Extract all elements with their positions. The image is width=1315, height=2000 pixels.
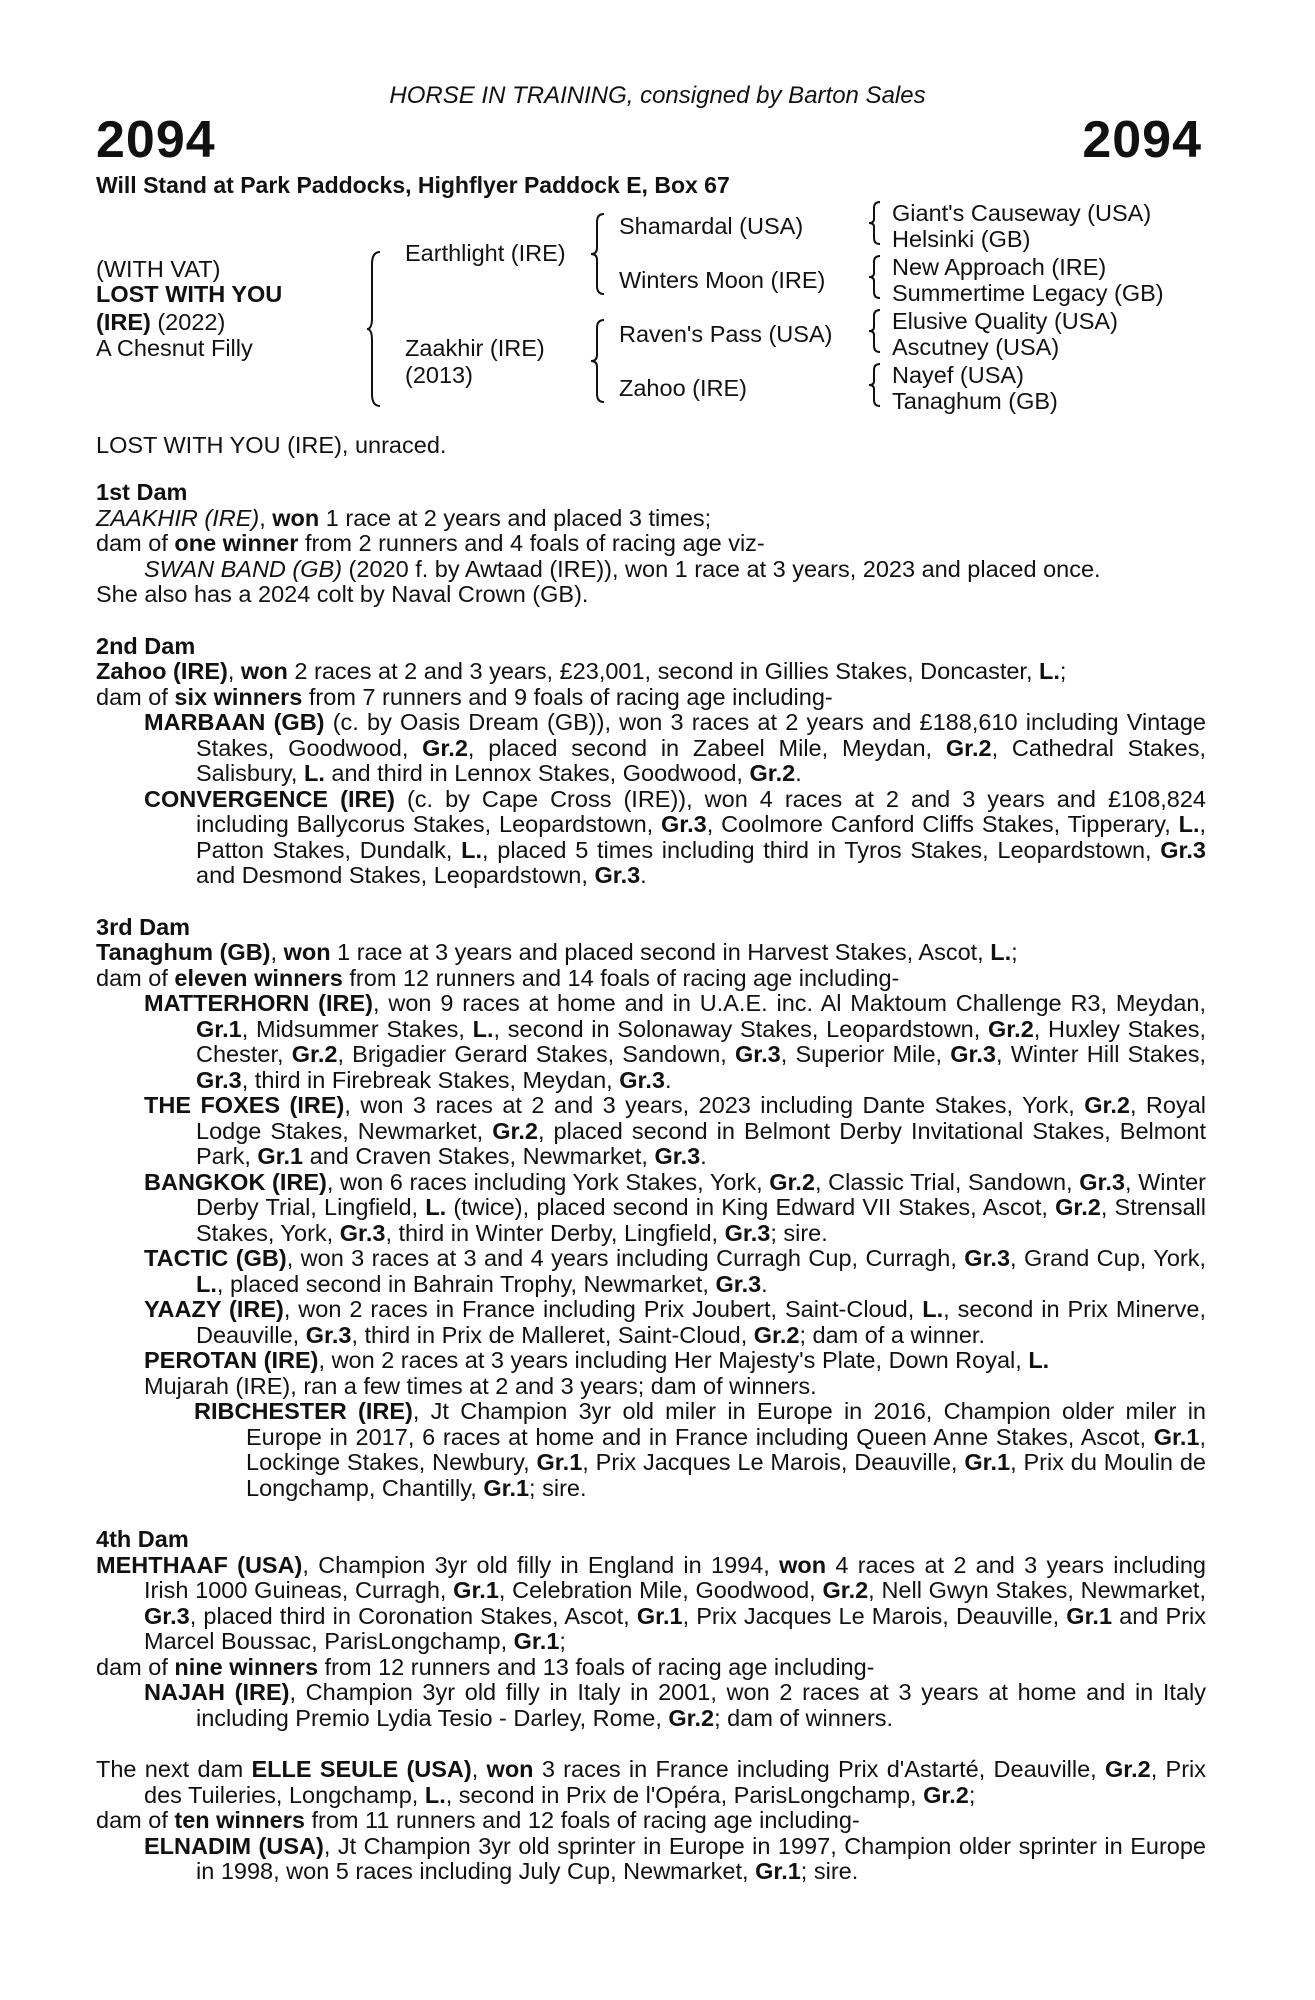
third-dam-foal-matterhorn: MATTERHORN (IRE), won 9 races at home and in U.A.E. inc. Al Maktoum Challenge R3, Meydan, Gr.1, Midsummer Stakes, L., second in Solonaway Stakes, Leopardstown, Gr.2, Huxley Stakes, Chester, Gr.2, Brigadier Gerard Stakes, Sandown, Gr.3, Superior Mile, Gr.3, Winter Hill Stakes, Gr.3, third in Firebreak Stakes, Meydan, Gr.3. <box>144 990 1206 1093</box>
fourth-dam-foal-najah: NAJAH (IRE), Champion 3yr old filly in Italy in 2001, won 2 races at 3 years at home and in Italy including Premio Lydia Tesio - Darley, Rome, Gr.2; dam of winners. <box>144 1679 1206 1731</box>
pedigree-sds: New Approach (IRE) <box>892 254 1107 280</box>
pedigree-sss: Giant's Causeway (USA) <box>892 200 1152 226</box>
pedigree-dam-sire: Raven's Pass (USA) <box>619 321 833 347</box>
first-dam-foal: SWAN BAND (GB) (2020 f. by Awtaad (IRE)), won 1 race at 3 years, 2023 and placed once. <box>144 555 1101 582</box>
first-dam-produce: dam of one winner from 2 runners and 4 foals of racing age viz- <box>96 530 765 556</box>
dam-lines <box>96 480 1206 1885</box>
third-dam-foal-mujarah: Mujarah (IRE), ran a few times at 2 and 3 years; dam of winners. <box>144 1372 817 1399</box>
lot-number-left: 2094 <box>96 111 216 169</box>
next-dam-section <box>96 1757 1206 1885</box>
pedigree-ssd: Helsinki (GB) <box>892 226 1031 252</box>
lot-number-right: 2094 <box>1082 111 1202 169</box>
fourth-dam-heading: 4th Dam <box>96 1526 189 1552</box>
fourth-dam-section <box>96 1527 1206 1731</box>
first-dam-section <box>96 480 1206 608</box>
stand-location: Will Stand at Park Paddocks, Highflyer Paddock E, Box 67 <box>96 172 730 198</box>
fourth-dam-produce: dam of nine winners from 12 runners and 13 foals of racing age including- <box>96 1653 875 1680</box>
vat-note: (WITH VAT) <box>96 256 221 282</box>
third-dam-section <box>96 915 1206 1502</box>
pedigree-brace-sd <box>868 254 882 300</box>
third-dam-produce: dam of eleven winners from 12 runners and 14 foals of racing age including- <box>96 964 900 991</box>
third-dam-heading: 3rd Dam <box>96 913 191 940</box>
third-dam-foal-yaazy: YAAZY (IRE), won 2 races in France including Prix Joubert, Saint-Cloud, L., second in Prix Minerve, Deauville, Gr.3, third in Prix de Malleret, Saint-Cloud, Gr.2; dam of a winner. <box>144 1296 1207 1348</box>
second-dam-produce: dam of six winners from 7 runners and 9 foals of racing age including- <box>96 683 833 710</box>
third-dam-record: Tanaghum (GB), won 1 race at 3 years and placed second in Harvest Stakes, Ascot, L.; <box>96 939 1018 965</box>
pedigree-brace-ds <box>868 308 882 354</box>
pedigree-dam: Zaakhir (IRE) <box>405 335 545 361</box>
third-dam-foal-tactic: TACTIC (GB), won 3 races at 3 and 4 years including Curragh Cup, Curragh, Gr.3, Grand Cup, York, L., placed second in Bahrain Trophy, Newmarket, Gr.3. <box>144 1245 1206 1297</box>
next-dam-produce: dam of ten winners from 11 runners and 12 foals of racing age including- <box>96 1807 860 1833</box>
third-dam-foal-perotan: PEROTAN (IRE), won 2 races at 3 years including Her Majesty's Plate, Down Royal, L. <box>144 1347 1050 1373</box>
pedigree-brace-ss <box>868 200 882 246</box>
second-dam-section <box>96 634 1206 889</box>
horse-name-suffix: (IRE) (2022) <box>96 309 226 335</box>
pedigree-sire-dam: Winters Moon (IRE) <box>619 267 826 293</box>
first-dam-heading: 1st Dam <box>96 479 188 505</box>
pedigree-brace-main <box>366 250 382 408</box>
pedigree-dss: Elusive Quality (USA) <box>892 308 1118 334</box>
fourth-dam-record: MEHTHAAF (USA), Champion 3yr old filly in England in 1994, won 4 races at 2 and 3 years including Irish 1000 Guineas, Curragh, Gr.1, Celebration Mile, Goodwood, Gr.2, Nell Gwyn Stakes, Newmarket, Gr.3, placed third in Coronation Stakes, Ascot, Gr.1, Prix Jacques Le Marois, Deauville, Gr.1 and Prix Marcel Boussac, ParisLongchamp, Gr.1; <box>96 1551 1206 1654</box>
pedigree-dds: Nayef (USA) <box>892 362 1024 388</box>
pedigree-ddd: Tanaghum (GB) <box>892 388 1058 414</box>
pedigree-brace-dd <box>868 362 882 408</box>
pedigree-brace-sire <box>590 212 606 296</box>
first-dam-record: ZAAKHIR (IRE), won 1 race at 2 years and placed 3 times; <box>96 504 712 531</box>
pedigree-sdd: Summertime Legacy (GB) <box>892 280 1164 306</box>
race-record-note: LOST WITH YOU (IRE), unraced. <box>96 432 447 458</box>
pedigree-sire: Earthlight (IRE) <box>405 240 566 266</box>
third-dam-grandfoal-ribchester: RIBCHESTER (IRE), Jt Champion 3yr old miler in Europe in 2016, Champion older miler in Europe in 2017, 6 races at home and in France including Queen Anne Stakes, Ascot, Gr.1, Lockinge Stakes, Newbury, Gr.1, Prix Jacques Le Marois, Deauville, Gr.1, Prix du Moulin de Longchamp, Chantilly, Gr.1; sire. <box>194 1398 1207 1501</box>
third-dam-foal-the-foxes: THE FOXES (IRE), won 3 races at 2 and 3 years, 2023 including Dante Stakes, York, Gr.2, Royal Lodge Stakes, Newmarket, Gr.2, placed second in Belmont Derby Invitational Stakes, Belmont Park, Gr.1 and Craven Stakes, Newmarket, Gr.3. <box>144 1092 1206 1169</box>
second-dam-heading: 2nd Dam <box>96 632 196 659</box>
next-dam-record: The next dam ELLE SEULE (USA), won 3 races in France including Prix d'Astarté, Deauville, Gr.2, Prix des Tuileries, Longchamp, L., second in Prix de l'Opéra, ParisLongchamp, Gr.2; <box>96 1756 1207 1808</box>
pedigree-dsd: Ascutney (USA) <box>892 334 1060 360</box>
second-dam-foal-marbaan: MARBAAN (GB) (c. by Oasis Dream (GB)), won 3 races at 2 years and £188,610 including Vintage Stakes, Goodwood, Gr.2, placed second in Zabeel Mile, Meydan, Gr.2, Cathedral Stakes, Salisbury, L. and third in Lennox Stakes, Goodwood, Gr.2. <box>144 709 1206 786</box>
second-dam-record: Zahoo (IRE), won 2 races at 2 and 3 years, £23,001, second in Gillies Stakes, Doncaster, L.; <box>96 658 1067 684</box>
pedigree-dam-dam: Zahoo (IRE) <box>619 375 747 401</box>
horse-name: LOST WITH YOU <box>96 281 283 307</box>
pedigree-sire-sire: Shamardal (USA) <box>619 213 804 239</box>
consignment-line: HORSE IN TRAINING, consigned by Barton Sales <box>389 82 926 109</box>
third-dam-foal-bangkok: BANGKOK (IRE), won 6 races including York Stakes, York, Gr.2, Classic Trial, Sandown, Gr.3, Winter Derby Trial, Lingfield, L. (twice), placed second in King Edward VII Stakes, Ascot, Gr.2, Strensall Stakes, York, Gr.3, third in Winter Derby, Lingfield, Gr.3; sire. <box>144 1168 1206 1246</box>
next-dam-foal-elnadim: ELNADIM (USA), Jt Champion 3yr old sprinter in Europe in 1997, Champion older sprinter in Europe in 1998, won 5 races including July Cup, Newmarket, Gr.1; sire. <box>144 1832 1206 1884</box>
pedigree-brace-dam <box>590 318 606 404</box>
second-dam-foal-convergence: CONVERGENCE (IRE) (c. by Cape Cross (IRE)), won 4 races at 2 and 3 years and £108,824 including Ballycorus Stakes, Leopardstown, Gr.3, Coolmore Canford Cliffs Stakes, Tipperary, L., Patton Stakes, Dundalk, L., placed 5 times including third in Tyros Stakes, Leopardstown, Gr.3 and Desmond Stakes, Leopardstown, Gr.3. <box>144 785 1207 888</box>
first-dam-note: She also has a 2024 colt by Naval Crown (GB). <box>96 581 589 607</box>
horse-description: A Chesnut Filly <box>96 335 253 361</box>
pedigree-dam-year: (2013) <box>405 362 473 388</box>
